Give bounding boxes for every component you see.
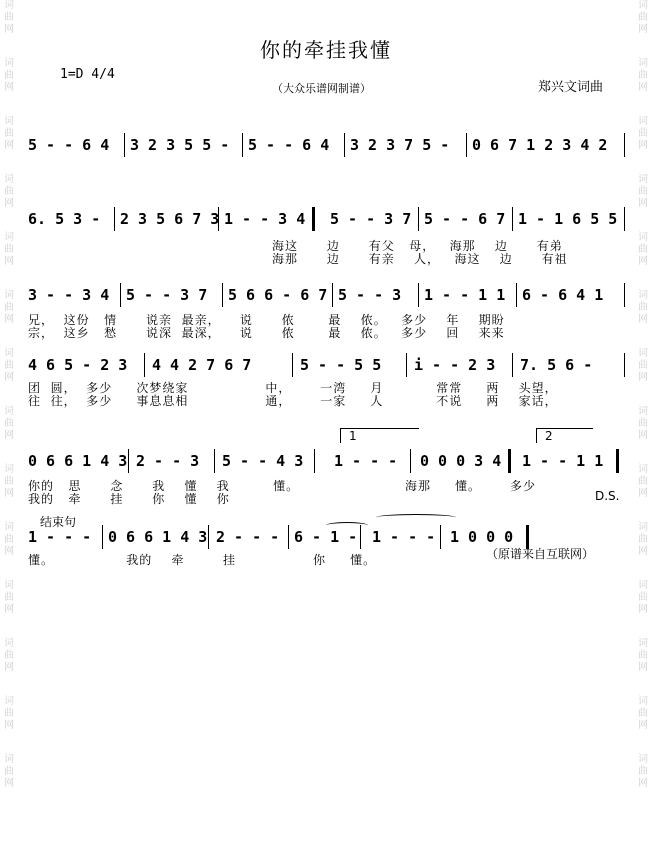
barline <box>410 449 411 473</box>
watermark-char: 词 <box>638 232 648 243</box>
watermark-char: 曲 <box>4 128 14 139</box>
watermark-char: 词 <box>4 580 14 591</box>
watermark-char: 网 <box>4 488 14 499</box>
measure: 5 - - 6 4 <box>248 136 330 154</box>
watermark-char: 词 <box>4 696 14 707</box>
watermark-char: 词 <box>4 290 14 301</box>
watermark-char: 词 <box>638 116 648 127</box>
watermark-char: 词 <box>4 464 14 475</box>
watermark-char: 曲 <box>4 592 14 603</box>
dal-segno-mark: D.S. <box>595 489 620 503</box>
watermark-char: 网 <box>638 778 648 789</box>
watermark-char: 曲 <box>4 418 14 429</box>
key-signature: 1=D 4/4 <box>60 67 115 82</box>
lyrics-verse-1: 懂。 我的 牵 挂 你 懂。 <box>28 553 377 567</box>
watermark-char: 网 <box>4 546 14 557</box>
barline <box>466 133 467 157</box>
barline <box>624 353 625 377</box>
measure: 1 - - - <box>334 452 398 470</box>
repeat-end-barline <box>508 449 511 473</box>
watermark-char: 曲 <box>638 418 648 429</box>
watermark-char: 词 <box>638 0 648 11</box>
watermark-char: 网 <box>4 662 14 673</box>
watermark-char: 曲 <box>638 708 648 719</box>
barline <box>208 525 209 549</box>
watermark-char: 词 <box>638 290 648 301</box>
watermark-char: 词 <box>638 580 648 591</box>
watermark-char: 网 <box>4 604 14 615</box>
measure: 1 - - - <box>372 528 436 546</box>
measure: 5 - - 6 4 <box>28 136 110 154</box>
measure: 5 - - 5 5 <box>300 356 382 374</box>
watermark-char: 词 <box>4 116 14 127</box>
barline <box>288 525 289 549</box>
watermark-char: 词 <box>4 754 14 765</box>
measure: 3 - - 3 4 <box>28 286 110 304</box>
score-line-4 <box>26 353 628 381</box>
measure: 0 6 6 1 4 3 <box>28 452 128 470</box>
watermark-char: 网 <box>638 720 648 731</box>
barline <box>218 207 219 231</box>
barline <box>332 283 333 307</box>
measure: 0 6 6 1 4 3 <box>108 528 208 546</box>
watermark-char: 词 <box>638 348 648 359</box>
barline <box>516 283 517 307</box>
watermark-char: 网 <box>4 140 14 151</box>
measure: 1 - - 1 1 <box>424 286 506 304</box>
lyrics-verse-2: 我的 牵 挂 你 懂 你 <box>28 492 230 506</box>
barline <box>214 449 215 473</box>
watermark-char: 曲 <box>4 650 14 661</box>
lyrics-verse-2: 宗， 这乡 愁 说深 最深， 说 侬 最 侬。 多少 回 来来 <box>28 326 505 340</box>
watermark-char: 词 <box>638 638 648 649</box>
watermark-char: 曲 <box>4 476 14 487</box>
watermark-char: 网 <box>4 256 14 267</box>
measure: 4 6 5 - 2 3 <box>28 356 128 374</box>
watermark-char: 词 <box>638 464 648 475</box>
watermark-char: 曲 <box>4 244 14 255</box>
measure: 1 - - 3 4 <box>224 210 306 228</box>
measure: 0 0 0 3 4 <box>420 452 502 470</box>
watermark-char: 网 <box>4 372 14 383</box>
volta-1: 1 <box>340 428 419 443</box>
watermark-char: 网 <box>638 314 648 325</box>
tie-arc <box>376 514 456 521</box>
watermark-char: 网 <box>638 488 648 499</box>
score-line-2 <box>26 207 628 235</box>
watermark-char: 曲 <box>4 70 14 81</box>
lyrics-verse-1: 海这 边 有父 母， 海那 边 有弟 <box>272 239 563 253</box>
watermark-char: 曲 <box>638 128 648 139</box>
measure: 5 - - 3 7 <box>126 286 208 304</box>
watermark-char: 词 <box>4 232 14 243</box>
lyrics-verse-1: 团 圆， 多少 次梦绕家 中， 一湾 月 常常 两 头望， <box>28 381 558 395</box>
lyrics-verse-1: 兄， 这份 情 说亲 最亲， 说 侬 最 侬。 多少 年 期盼 <box>28 313 505 327</box>
composer: 郑兴文词曲 <box>538 80 604 95</box>
watermark-char: 词 <box>4 348 14 359</box>
score-line-1 <box>26 133 628 161</box>
watermark-char: 词 <box>4 406 14 417</box>
measure: 1 - - 1 1 <box>522 452 604 470</box>
barline <box>616 449 619 473</box>
barline <box>102 525 103 549</box>
watermark-char: 曲 <box>4 766 14 777</box>
watermark-char: 网 <box>4 430 14 441</box>
measure: 2 3 5 6 7 3 <box>120 210 220 228</box>
watermark-char: 网 <box>638 140 648 151</box>
measure: 6 - 6 4 1 <box>522 286 604 304</box>
watermark-char: 网 <box>638 372 648 383</box>
watermark-char: 曲 <box>638 766 648 777</box>
watermark-char: 曲 <box>4 302 14 313</box>
source-attribution: （原谱来自互联网） <box>486 547 595 561</box>
watermark-char: 网 <box>638 546 648 557</box>
watermark-char: 词 <box>638 754 648 765</box>
watermark-char: 网 <box>4 82 14 93</box>
barline <box>512 207 513 231</box>
watermark-char: 曲 <box>4 186 14 197</box>
watermark-char: 网 <box>638 198 648 209</box>
barline <box>292 353 293 377</box>
watermark-char: 曲 <box>4 360 14 371</box>
watermark-char: 网 <box>638 256 648 267</box>
watermark-char: 词 <box>4 522 14 533</box>
watermark-char: 词 <box>4 638 14 649</box>
watermark-char: 词 <box>638 58 648 69</box>
measure: 2 - - 3 <box>136 452 200 470</box>
watermark-char: 词 <box>638 174 648 185</box>
watermark-char: 网 <box>638 82 648 93</box>
measure: 0 6 7 1 2 3 4 2 <box>472 136 608 154</box>
watermark-char: 词 <box>638 406 648 417</box>
ending-label: 结束句 <box>40 515 77 529</box>
watermark-char: 网 <box>638 430 648 441</box>
watermark-char: 曲 <box>638 476 648 487</box>
barline <box>314 449 315 473</box>
measure: 2 - - - <box>216 528 280 546</box>
measure: 7. 5 6 - <box>520 356 593 374</box>
measure: 5 - - 3 <box>338 286 402 304</box>
watermark-char: 网 <box>4 314 14 325</box>
lyrics-verse-2: 海那 边 有亲 人， 海这 边 有祖 <box>272 252 568 266</box>
watermark-char: 网 <box>638 24 648 35</box>
measure: 1 0 0 0 <box>450 528 514 546</box>
watermark-char: 网 <box>638 662 648 673</box>
repeat-start-barline <box>312 207 315 231</box>
watermark-char: 曲 <box>4 534 14 545</box>
watermark-char: 曲 <box>4 12 14 23</box>
barline <box>242 133 243 157</box>
measure: 5 6 6 - 6 7 <box>228 286 328 304</box>
measure: 3 2 3 7 5 - <box>350 136 450 154</box>
barline <box>624 207 625 231</box>
measure: i - - 2 3 <box>414 356 496 374</box>
watermark-char: 网 <box>4 198 14 209</box>
lyrics-verse-2: 往 往， 多少 事息息相 通， 一家 人 不说 两 家话， <box>28 394 558 408</box>
lyrics-verse-1: 你的 思 念 我 懂 我 懂。 海那 懂。 多少 <box>28 479 536 493</box>
watermark-right <box>636 0 650 849</box>
watermark-char: 曲 <box>638 70 648 81</box>
watermark-char: 词 <box>638 522 648 533</box>
measure: 6. 5 3 - <box>28 210 101 228</box>
watermark-char: 网 <box>4 720 14 731</box>
barline <box>406 353 407 377</box>
watermark-char: 网 <box>4 24 14 35</box>
watermark-char: 词 <box>638 696 648 707</box>
score-line-3 <box>26 283 628 311</box>
barline <box>222 283 223 307</box>
score-line-5 <box>26 449 628 477</box>
barline <box>440 525 441 549</box>
barline <box>144 353 145 377</box>
barline <box>624 283 625 307</box>
barline <box>114 207 115 231</box>
watermark-char: 词 <box>4 174 14 185</box>
barline <box>124 133 125 157</box>
watermark-char: 曲 <box>4 708 14 719</box>
measure: 5 - - 6 7 <box>424 210 506 228</box>
watermark-char: 曲 <box>638 360 648 371</box>
watermark-char: 曲 <box>638 592 648 603</box>
measure: 5 - - 4 3 <box>222 452 304 470</box>
watermark-char: 曲 <box>638 186 648 197</box>
watermark-char: 网 <box>638 604 648 615</box>
barline <box>360 525 361 549</box>
measure: 1 - 1 6 5 5 <box>518 210 618 228</box>
source-note: （大众乐谱网制谱） <box>272 82 371 95</box>
barline <box>512 353 513 377</box>
watermark-char: 词 <box>4 58 14 69</box>
measure: 4 4 2 7 6 7 <box>152 356 252 374</box>
watermark-left <box>2 0 16 849</box>
measure: 1 - - - <box>28 528 92 546</box>
watermark-char: 曲 <box>638 12 648 23</box>
barline <box>344 133 345 157</box>
barline <box>418 207 419 231</box>
measure: 3 2 3 5 5 - <box>130 136 230 154</box>
watermark-char: 曲 <box>638 302 648 313</box>
song-title: 你的牵挂我懂 <box>260 38 392 62</box>
watermark-char: 曲 <box>638 650 648 661</box>
watermark-char: 曲 <box>638 244 648 255</box>
barline <box>418 283 419 307</box>
barline <box>120 283 121 307</box>
measure: 6 - 1 - <box>294 528 358 546</box>
watermark-char: 网 <box>4 778 14 789</box>
barline <box>624 133 625 157</box>
watermark-char: 词 <box>4 0 14 11</box>
measure: 5 - - 3 7 <box>330 210 412 228</box>
watermark-char: 曲 <box>638 534 648 545</box>
barline <box>128 449 129 473</box>
volta-2: 2 <box>536 428 593 443</box>
